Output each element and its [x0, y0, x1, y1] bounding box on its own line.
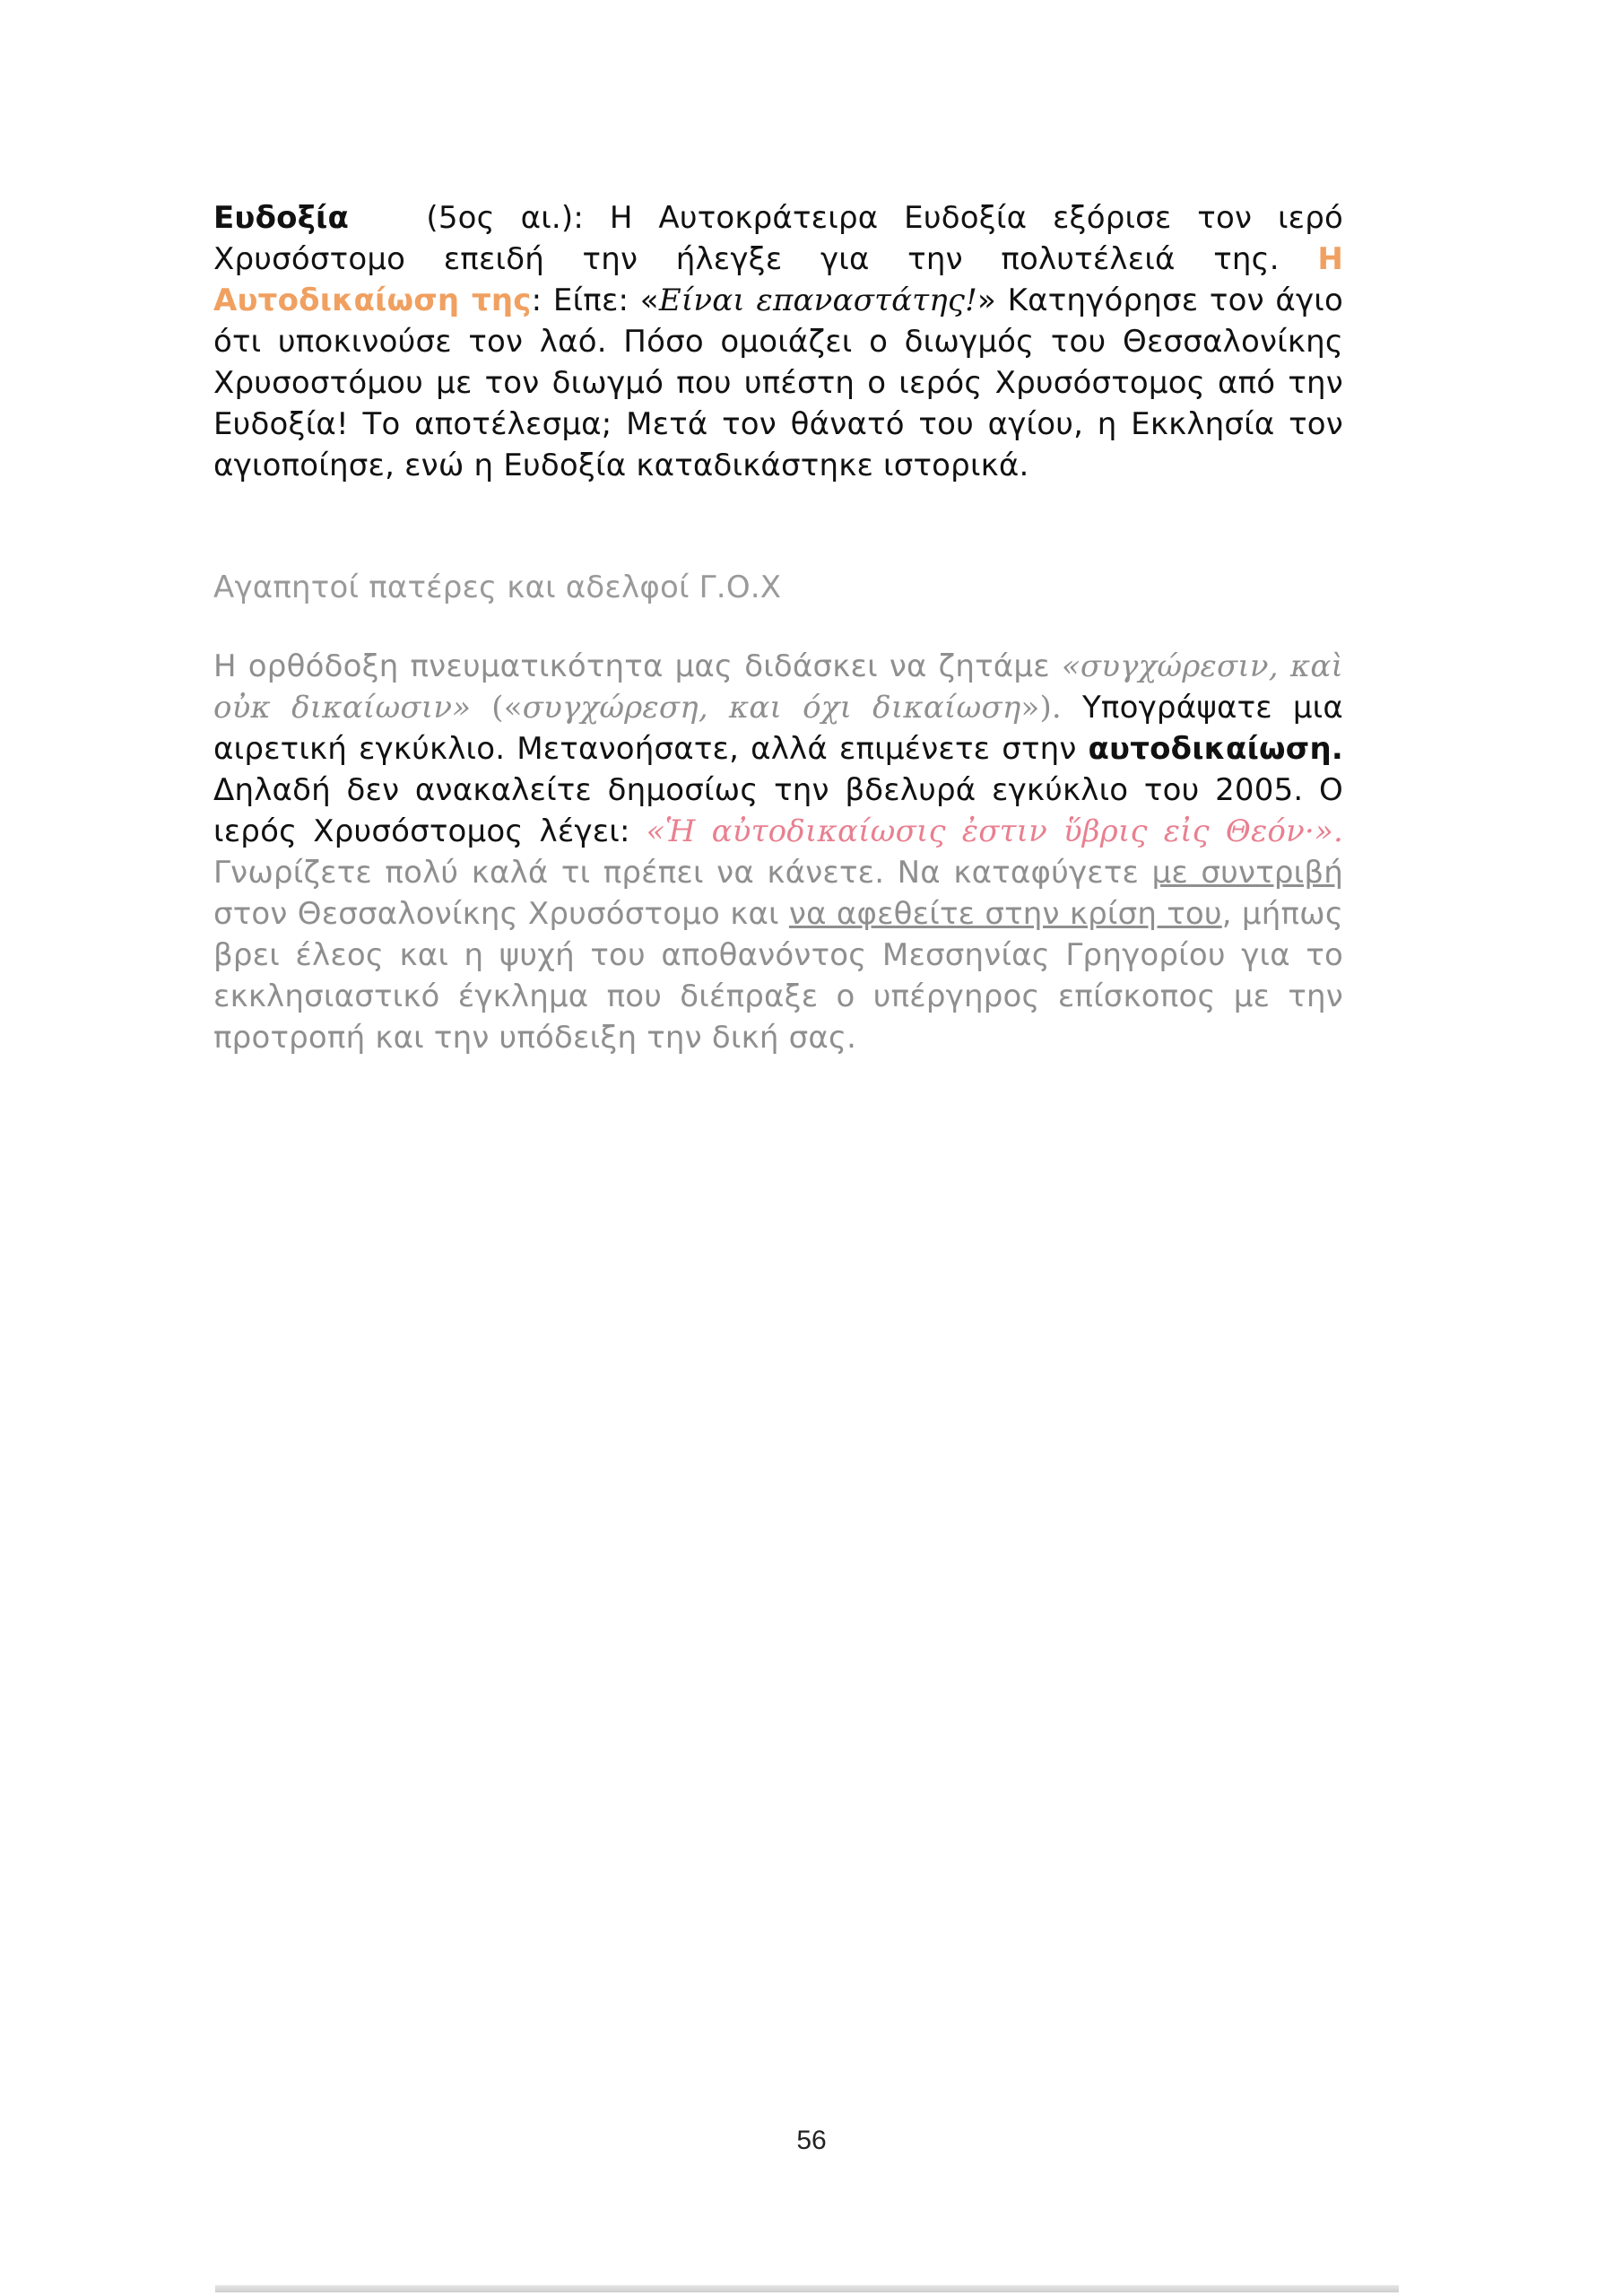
chrysostom-quote: «Ἡ αὐτοδικαίωσις ἐστιν ὕβρις εἰς Θεόν·».	[646, 813, 1343, 849]
text-part2: Υπογράψατε μια αιρετική εγκύκλιο. Μετανοήσατε, αλλά επιμένετε στην	[213, 690, 1343, 767]
text-part4: Γνωρίζετε πολύ καλά τι πρέπει να κάνετε. Να καταφύγετε	[213, 855, 1152, 891]
text-part5: στον Θεσσαλονίκης Χρυσόστομο και	[213, 896, 789, 932]
text-part6: , μήπως βρει έλεος και η ψυχή του αποθανόντος Μεσσηνίας Γρηγορίου για το εκκλησιαστικό έγκλημα που διέπραξε ο υπέργηρος επίσκοπος με την προτροπή και την υπόδειξη την δική σας.	[213, 896, 1343, 1056]
scan-edge-divider	[215, 2285, 1399, 2292]
underlined-text-2: να αφεθείτε στην κρίση του	[788, 896, 1222, 932]
said-prefix: : Είπε: «	[531, 283, 659, 318]
quote-modern: συγχώρεση, και όχι δικαίωση	[522, 690, 1021, 726]
said-suffix: » Κατηγόρησε τον άγιο ότι υποκινούσε τον λαό. Πόσο ομοιάζει ο διωγμός του Θεσσαλονίκης Χρυσοστόμου με τον διωγμό που υπέστη ο ιερός Χρυσόστομος από την Ευδοξία! Το αποτέλεσμα; Μετά τον θάνατό του αγίου, η Εκκλησία τον αγιοποίησε, ενώ η Ευδοξία καταδικάστηκε ιστορικά.	[213, 283, 1344, 483]
underlined-text-1: με συντριβή	[1151, 855, 1343, 891]
paragraph-address	[213, 646, 1343, 1058]
text-part3: Δηλαδή δεν ανακαλείτε δημοσίως την βδελυρά εγκύκλιο του 2005. Ο ιερός Χρυσόστομος λέγει:	[213, 772, 1343, 849]
page-number: 56	[796, 2126, 827, 2155]
quote-greek: «συγχώρεσιν, καὶ οὐκ δικαίωσιν»	[213, 648, 1344, 726]
bold-word: αυτοδικαίωση.	[1088, 731, 1343, 767]
highlight-text: Η Αυτοδικαίωση της	[213, 241, 1343, 318]
paragraph-sentence: Η Αυτοκράτειρα Ευδοξία εξόρισε τον ιερό Χρυσόστομο επειδή την ήλεγξε για την πολυτέλειά της.	[213, 200, 1344, 277]
paragraph-name: Ευδοξία	[213, 200, 349, 236]
quote-close: »).	[1020, 690, 1082, 726]
quote-text: Είναι επαναστάτης!	[658, 283, 977, 318]
paragraph-eudoxia	[213, 197, 1343, 486]
section-heading: Αγαπητοί πατέρες και αδελφοί Γ.Ο.Χ	[213, 570, 782, 605]
century-label: (5ος αι.):	[426, 200, 585, 236]
quote-open: («	[471, 690, 523, 726]
text-part1: Η ορθόδοξη πνευματικότητα μας διδάσκει να ζητάμε	[213, 648, 1062, 684]
